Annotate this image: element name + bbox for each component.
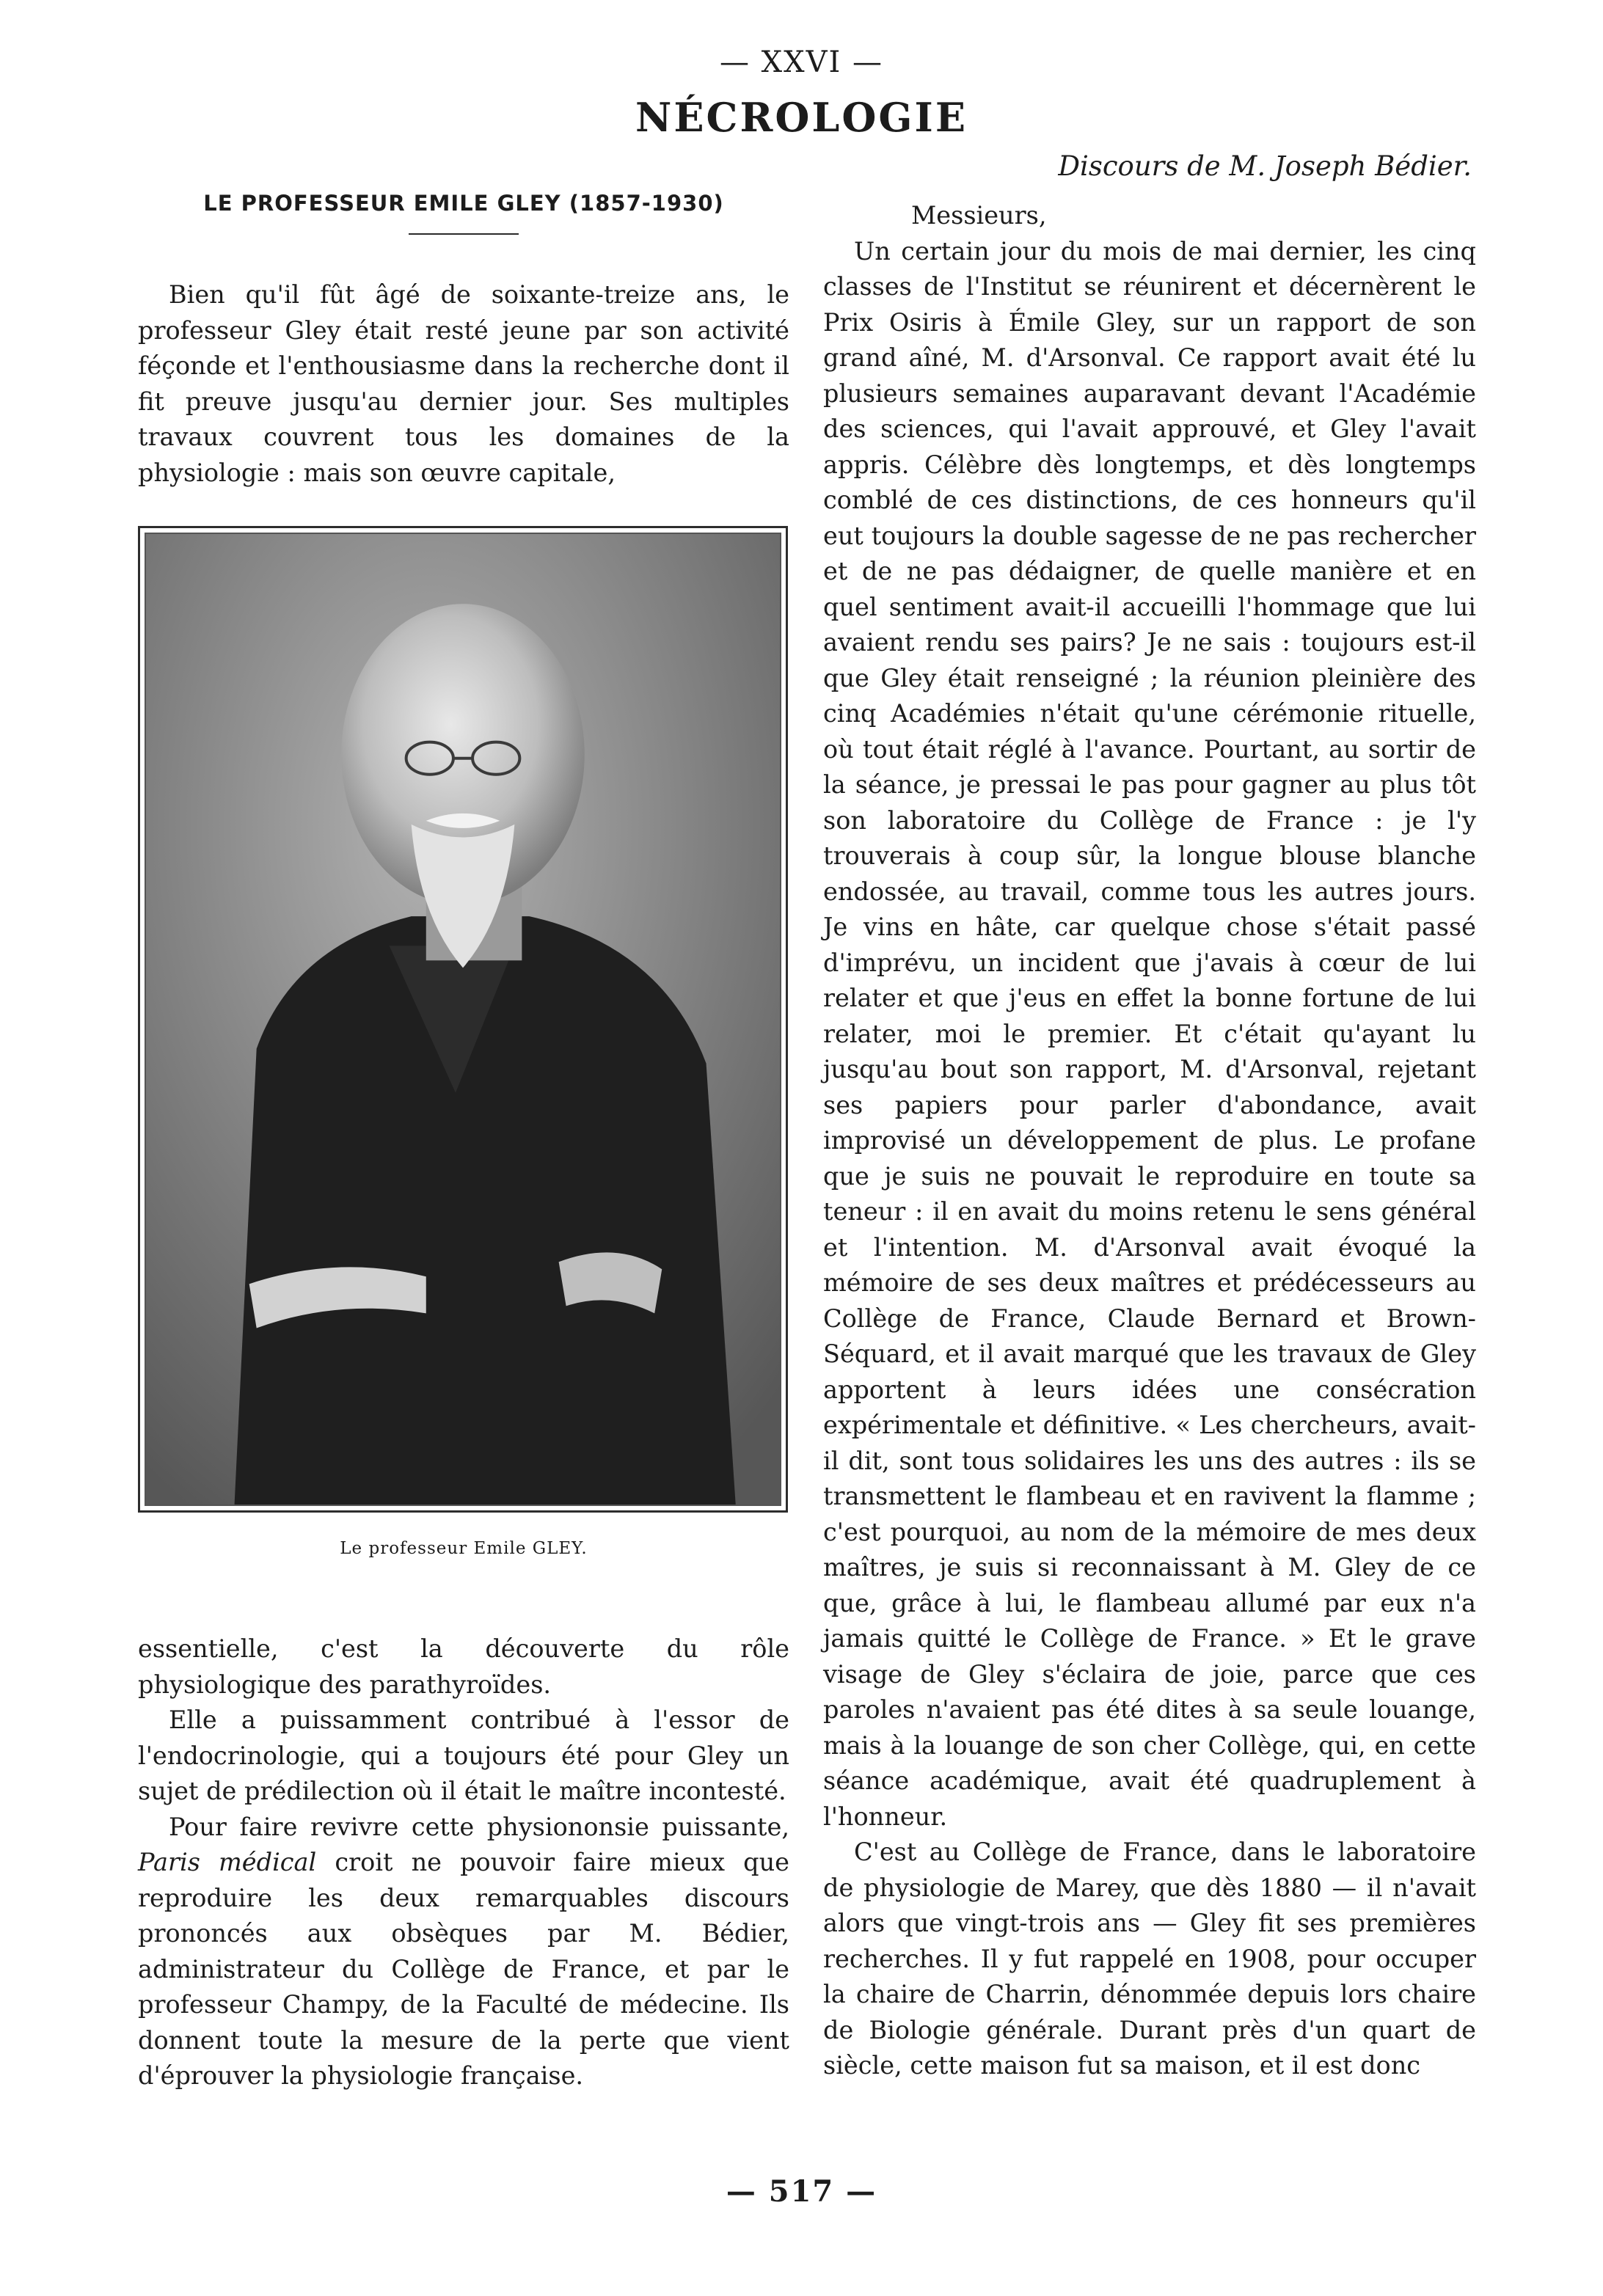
- photo-caption: Le professeur Emile GLEY.: [340, 1539, 588, 1558]
- paragraph-endocrinology: Elle a puissamment contribué à l'essor de l'endocrinologie, qui a toujours été pour Gley un sujet de prédilection où il était le maître incontesté.: [138, 1705, 789, 1805]
- speech-paragraph-1: Un certain jour du mois de mai dernier, les cinq classes de l'Institut se réunirent et décernèrent le Prix Osiris à Émile Gley, sur un rapport de son grand aîné, M. d'Arsonval. Ce rapport avait été lu plusieurs semaines auparavant devant l'Académie des sciences, qui l'avait approuvé, et Gley l'avait appris. Célèbre dès longtemps, et dès longtemps comblé de ces distinctions, de ces honneurs qu'il eut toujours la double sagesse de ne pas rechercher et de ne pas dédaigner, de quelle manière et en quel sentiment avait-il accueilli l'hommage que lui avaient rendu ses pairs? Je ne sais : toujours est-il que Gley était renseigné ; la réunion pleinière des cinq Académies n'était qu'une cérémonie rituelle, où tout était réglé à l'avance. Pourtant, au sortir de la séance, je pressai le pas pour gagner au plus tôt son laboratoire du Collège de France : je l'y trouverais à coup sûr, la longue blouse blanche endossée, au travail, comme tous les autres jours. Je vins en hâte, car quelque chose s'était passé d'imprévu, un incident que j'avais à cœur de lui relater et que j'eus en effet la bonne fortune de lui relater, moi le premier. Et c'était qu'ayant lu jusqu'au bout son rapport, M. d'Arsonval, rejetant ses papiers pour parler d'abondance, avait improvisé un développement de plus. Le profane que je suis ne pouvait le reproduire en toute sa teneur : il en avait du moins retenu le sens général et l'intention. M. d'Arsonval avait évoqué la mémoire de ses deux maîtres et prédécesseurs au Collège de France, Claude Bernard et Brown-Séquard, et il avait marqué que les travaux de Gley apportent à leurs idées une consécration expérimentale et définitive. « Les chercheurs, avait-il dit, sont tous solidaires les uns des autres : ils se transmettent le flambeau et en ravivent la flamme ; c'est pourquoi, au nom de la mémoire de mes deux maîtres, je suis si reconnaissant à M. Gley de ce que, grâce à lui, le flambeau allumé par eux n'a jamais quitté le Collège de France. » Et le grave visage de Gley s'éclaira de joie, parce que ces paroles n'avaient pas été dites à sa seule louange, mais à la louange de son cher Collège, qui, en cette séance académique, avait été quadruplement à l'honneur.: [823, 236, 1476, 1831]
- continuation-paragraph: essentielle, c'est la découverte du rôle physiologique des parathyroïdes.: [138, 1634, 789, 1699]
- article-title: LE PROFESSEUR EMILE GLEY (1857-1930): [203, 191, 724, 216]
- section-title: NÉCROLOGIE: [635, 94, 968, 141]
- paragraph-discourses-start: Pour faire revivre cette physiononsie puissante,: [169, 1812, 789, 1841]
- speech-title: Discours de M. Joseph Bédier.: [1058, 150, 1472, 182]
- paragraph-discourses-end: croit ne pouvoir faire mieux que reproduire les deux remarquables discours prononcés aux obsèques par M. Bédier, administrateur du Collège de France, et par le professeur Champy, de la Faculté de médecine. Ils donnent toute la mesure de la perte que vient d'éprouver la physiologie française.: [138, 1848, 790, 2090]
- journal-name: Paris médical: [138, 1848, 317, 1876]
- intro-paragraph: Bien qu'il fût âgé de soixante-treize ans, le professeur Gley était resté jeune par son activité féçonde et l'enthousiasme dans la recherche dont il fit preuve jusqu'au dernier jour. Ses multiples travaux couvrent tous les domaines de la physiologie : mais son œuvre capitale,: [138, 280, 789, 487]
- title-divider: [409, 233, 519, 235]
- portrait-image: [145, 533, 781, 1506]
- speech-greeting: Messieurs,: [911, 201, 1047, 230]
- portrait-illustration: [146, 534, 780, 1505]
- footer-page-number: — 517 —: [726, 2174, 877, 2209]
- left-column: [138, 191, 789, 2094]
- speech-paragraph-2: C'est au Collège de France, dans le laboratoire de physiologie de Marey, que dès 1880 — il n'avait alors que vingt-trois ans — Gley fit ses premières recherches. Il y fut rappelé en 1908, pour occuper la chaire de Charrin, dénommée depuis lors chaire de Biologie générale. Durant près d'un quart de siècle, cette maison fut sa maison, et il est donc: [823, 1838, 1476, 2080]
- header-page-number: — XXVI —: [719, 45, 884, 79]
- paragraph-discourses: [138, 1810, 789, 2094]
- portrait-photo: [138, 526, 788, 1513]
- right-column: [823, 150, 1476, 2084]
